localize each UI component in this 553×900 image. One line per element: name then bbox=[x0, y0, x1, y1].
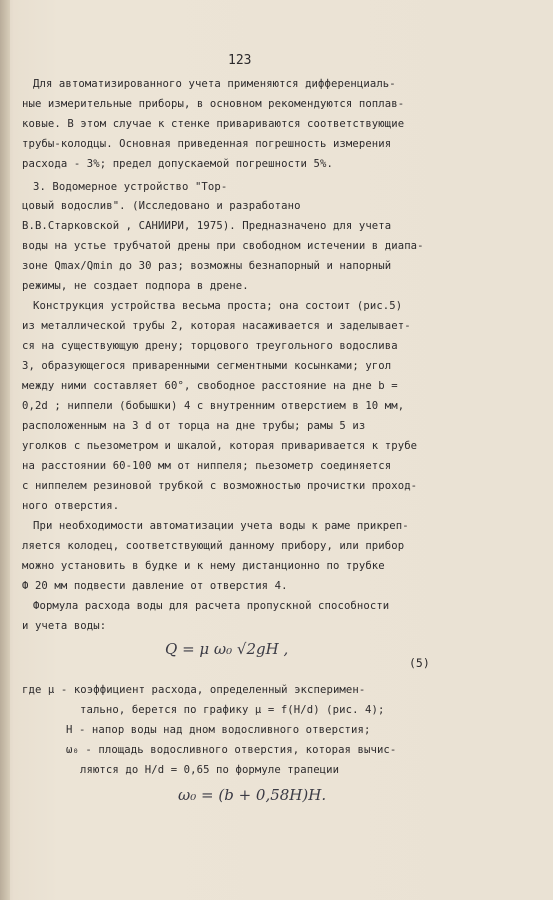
text-line: ного отверстия. bbox=[22, 500, 120, 512]
text-line: При необходимости автоматизации учета воды к раме прикреп- bbox=[33, 520, 409, 532]
text-line: где μ - коэффициент расхода, определенный эксперимен- bbox=[22, 684, 366, 696]
flow-rate-formula: Q = μ ω₀ √2gH , bbox=[165, 640, 289, 658]
page-number: 123 bbox=[228, 53, 252, 68]
text-line: из металлической трубы 2, которая насаживается и заделывает- bbox=[22, 320, 411, 332]
equation-number: (5) bbox=[409, 656, 430, 670]
text-line: Для автоматизированного учета применяются дифференциаль- bbox=[33, 78, 396, 90]
text-line: Конструкция устройства весьма проста; она состоит (рис.5) bbox=[33, 300, 403, 312]
section-heading-line: 3. Водомерное устройство "Тор- bbox=[33, 181, 228, 193]
text-line: цовый водослив". (Исследовано и разработано bbox=[22, 200, 301, 212]
text-line: ные измерительные приборы, в основном рекомендуются поплав- bbox=[22, 98, 405, 110]
text-line: тально, берется по графику μ = f(H/d) (рис. 4); bbox=[80, 704, 385, 716]
text-line: H - напор воды над дном водосливного отверстия; bbox=[66, 724, 371, 736]
page-binding-edge bbox=[0, 0, 10, 900]
text-line: можно установить в будке и к нему дистанционно по трубке bbox=[22, 560, 385, 572]
text-line: на расстоянии 60-100 мм от ниппеля; пьезометр соединяется bbox=[22, 460, 392, 472]
text-line: Ф 20 мм подвести давление от отверстия 4. bbox=[22, 580, 288, 592]
text-line: 3, образующегося приваренными сегментными косынками; угол bbox=[22, 360, 392, 372]
text-line: расхода - 3%; предел допускаемой погрешности 5%. bbox=[22, 158, 333, 170]
text-line: с ниппелем резиновой трубкой с возможностью прочистки проход- bbox=[22, 480, 418, 492]
text-line: уголков с пьезометром и шкалой, которая приваривается к трубе bbox=[22, 440, 418, 452]
text-line: и учета воды: bbox=[22, 620, 107, 632]
text-line: трубы-колодцы. Основная приведенная погрешность измерения bbox=[22, 138, 392, 150]
text-line: ляется колодец, соответствующий данному прибору, или прибор bbox=[22, 540, 405, 552]
text-line: 0,2d ; ниппели (бобышки) 4 с внутренним отверстием в 10 мм, bbox=[22, 400, 405, 412]
text-line: расположенным на 3 d от торца на дне трубы; рамы 5 из bbox=[22, 420, 366, 432]
text-line: воды на устье трубчатой дрены при свободном истечении в диапа- bbox=[22, 240, 424, 252]
text-line: зоне Qmax/Qmin до 30 раз; возможны безнапорный и напорный bbox=[22, 260, 392, 272]
text-line: между ними составляет 60°, свободное расстояние на дне b = bbox=[22, 380, 398, 392]
text-line: Формула расхода воды для расчета пропускной способности bbox=[33, 600, 390, 612]
text-line: В.В.Старковской , САНИИРИ, 1975). Предназначено для учета bbox=[22, 220, 392, 232]
text-line: ся на существующую дрену; торцового треугольного водослива bbox=[22, 340, 398, 352]
text-line: ω₀ - площадь водосливного отверстия, которая вычис- bbox=[66, 744, 397, 756]
text-line: ковые. В этом случае к стенке привариваются соответствующие bbox=[22, 118, 405, 130]
trapezoid-formula: ω₀ = (b + 0,58H)H. bbox=[178, 786, 327, 804]
text-line: ляются до H/d = 0,65 по формуле трапеции bbox=[80, 764, 340, 776]
text-line: режимы, не создает подпора в дрене. bbox=[22, 280, 249, 292]
